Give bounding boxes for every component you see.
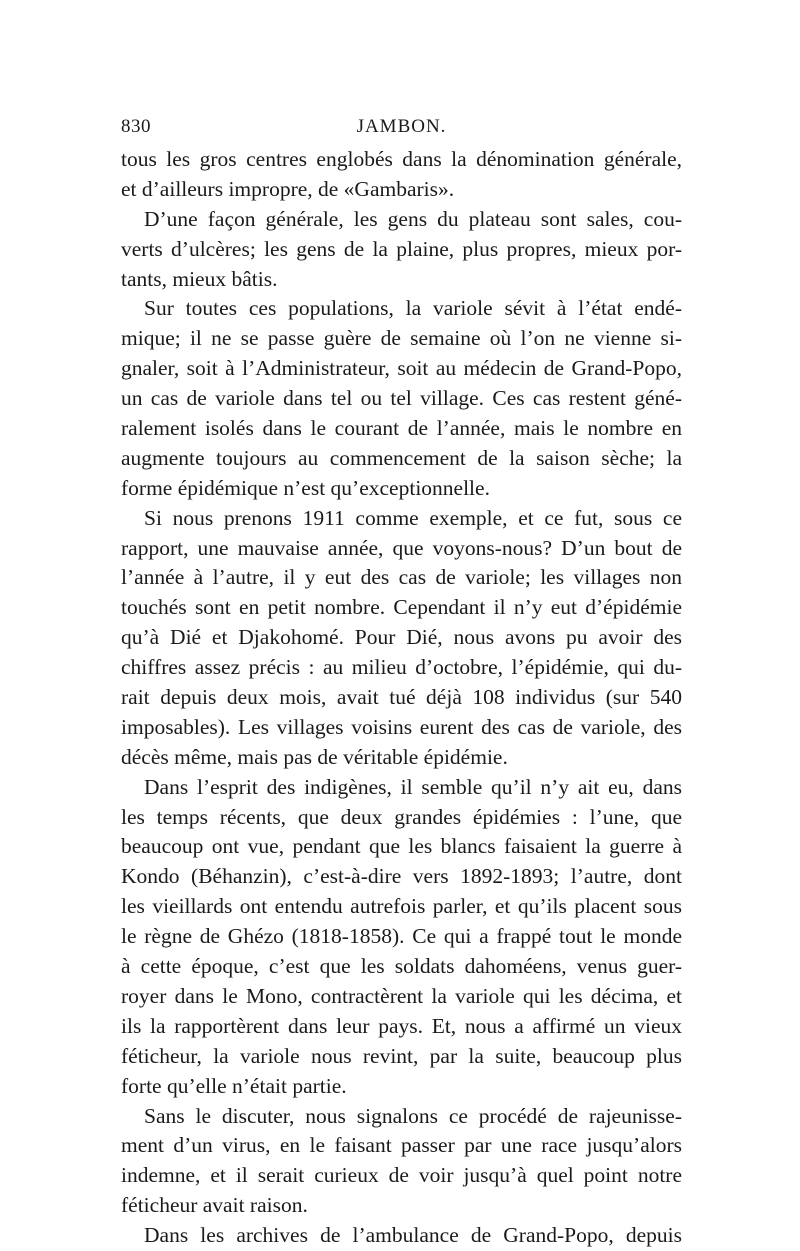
text-line: forte qu’elle n’était partie. [121, 1073, 347, 1098]
text-line: verts d’ulcères; les gens de la plaine, plus propres, mieux por- [121, 236, 682, 261]
text-line: qu’à Dié et Djakohomé. Pour Dié, nous avons pu avoir des [121, 625, 682, 650]
text-line: ment d’un virus, en le faisant passer par une race jusqu’alors [121, 1133, 682, 1158]
text-line: féticheur avait raison. [121, 1193, 308, 1218]
text-line: les temps récents, que deux grandes épidémies : l’une, que [121, 804, 682, 829]
text-line: féticheur, la variole nous revint, par la suite, beaucoup plus [121, 1043, 682, 1068]
text-line: augmente toujours au commencement de la saison sèche; la [121, 445, 682, 470]
text-line: ils la rapportèrent dans leur pays. Et, nous a affirmé un vieux [121, 1013, 682, 1038]
text-line: tous les gros centres englobés dans la dénomination générale, [121, 147, 682, 171]
text-line: l’année à l’autre, il y eut des cas de variole; les villages non [121, 565, 682, 590]
text-line: rait depuis deux mois, avait tué déjà 108 individus (sur 540 [121, 685, 682, 710]
running-title: JAMBON. [356, 116, 447, 137]
text-line: Dans l’esprit des indigènes, il semble qu’il n’y ait eu, dans [144, 774, 682, 799]
running-head [121, 116, 682, 142]
text-line: et d’ailleurs impropre, de «Gambaris». [121, 176, 455, 201]
text-line: Si nous prenons 1911 comme exemple, et ce fut, sous ce [144, 505, 682, 530]
text-line: le règne de Ghézo (1818-1858). Ce qui a frappé tout le monde [121, 924, 682, 949]
text-line: Kondo (Béhanzin), c’est-à-dire vers 1892-1893; l’autre, dont [121, 864, 682, 889]
text-line: imposables). Les villages voisins eurent des cas de variole, des [121, 714, 682, 739]
text-line: tants, mieux bâtis. [121, 266, 278, 291]
text-line: D’une façon générale, les gens du plateau sont sales, cou- [144, 206, 682, 231]
text-line: décès même, mais pas de véritable épidémie. [121, 744, 508, 769]
text-line: indemne, et il serait curieux de voir jusqu’à quel point notre [121, 1163, 682, 1188]
page-number: 830 [121, 116, 151, 137]
text-line: Sans le discuter, nous signalons ce procédé de rajeunisse- [144, 1103, 682, 1128]
text-line: chiffres assez précis : au milieu d’octobre, l’épidémie, qui du- [121, 655, 682, 680]
text-line: à cette époque, c’est que les soldats dahoméens, venus guer- [121, 954, 682, 979]
text-line: un cas de variole dans tel ou tel village. Ces cas restent géné- [121, 386, 682, 411]
text-line: mique; il ne se passe guère de semaine où l’on ne vienne si- [121, 326, 682, 351]
text-line: royer dans le Mono, contractèrent la variole qui les décima, et [121, 983, 682, 1008]
text-line: les vieillards ont entendu autrefois parler, et qu’ils placent sous [121, 894, 682, 919]
text-line: forme épidémique n’est qu’exceptionnelle. [121, 475, 490, 500]
body-text [121, 145, 682, 1251]
text-line: Sur toutes ces populations, la variole sévit à l’état endé- [144, 296, 682, 321]
text-line: ralement isolés dans le courant de l’année, mais le nombre en [121, 416, 682, 441]
text-line: Dans les archives de l’ambulance de Grand-Popo, depuis [144, 1223, 682, 1248]
text-line: beaucoup ont vue, pendant que les blancs faisaient la guerre à [121, 834, 682, 859]
text-line: rapport, une mauvaise année, que voyons-nous? D’un bout de [121, 535, 682, 560]
text-line: gnaler, soit à l’Administrateur, soit au médecin de Grand-Popo, [121, 356, 682, 381]
text-line: touchés sont en petit nombre. Cependant il n’y eut d’épidémie [121, 595, 682, 620]
